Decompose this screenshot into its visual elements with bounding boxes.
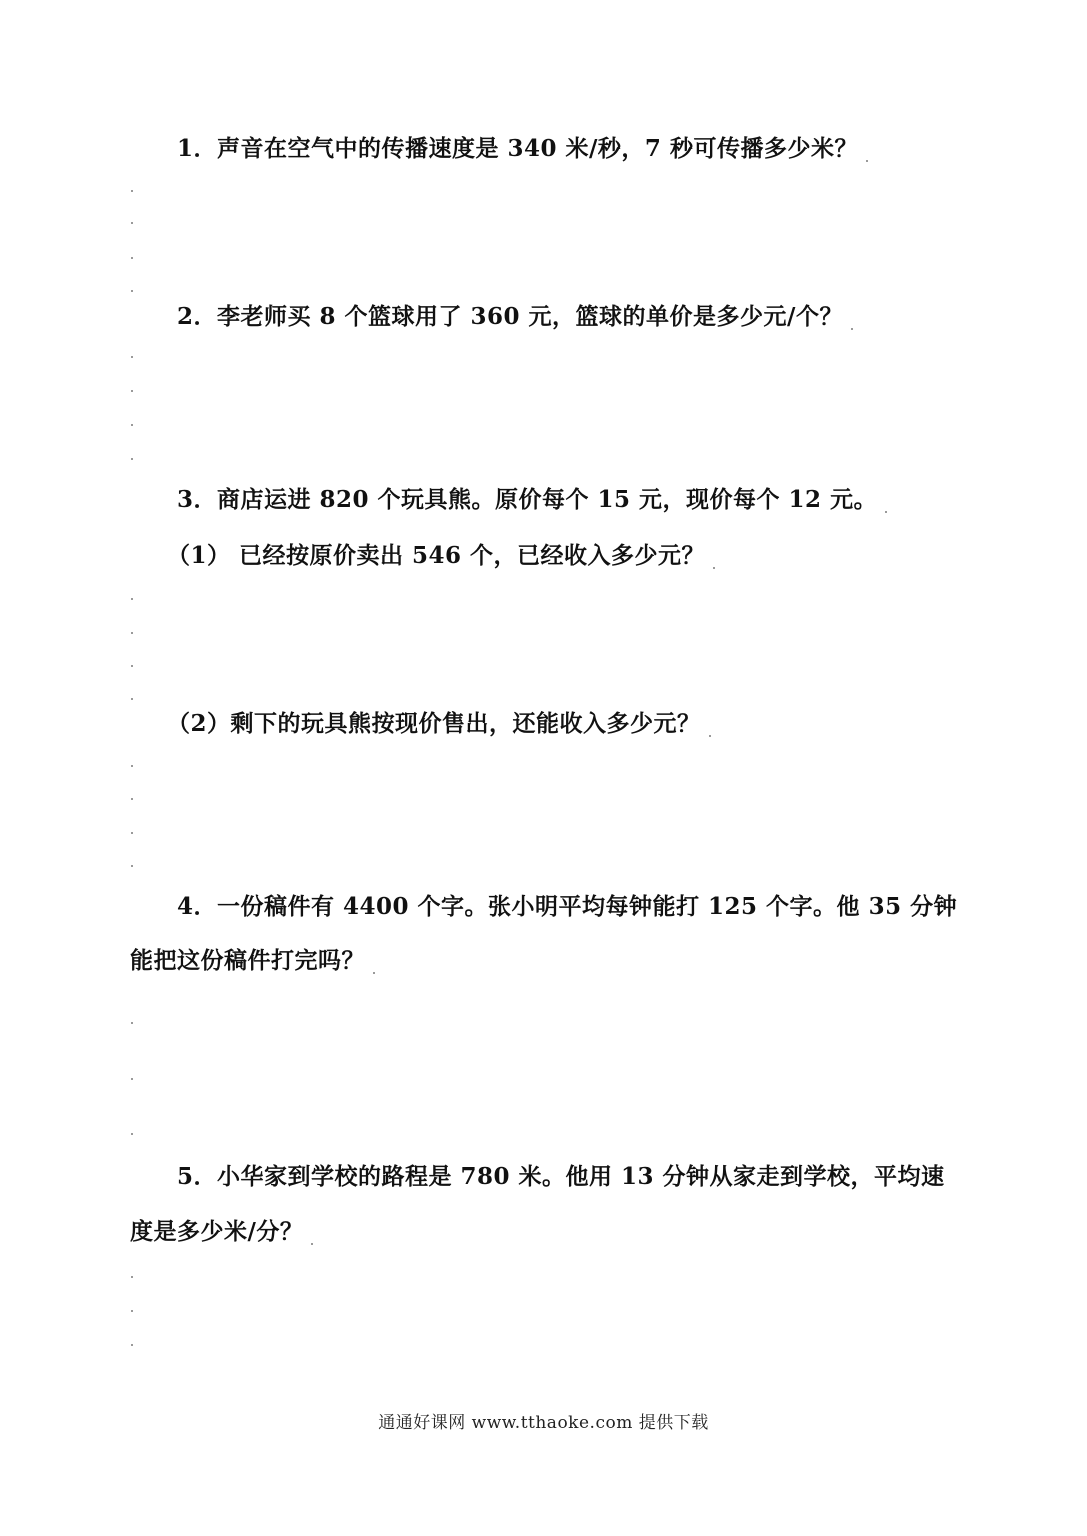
paragraph-mark [131, 257, 133, 259]
paragraph-mark [131, 458, 133, 460]
paragraph-mark [131, 1078, 133, 1080]
question-3-text: 3．商店运进 820 个玩具熊。原价每个 15 元，现价每个 12 元。 [177, 486, 878, 513]
paragraph-mark [131, 222, 133, 224]
question-5-line-1 [177, 1162, 967, 1192]
paragraph-mark [131, 1276, 133, 1278]
paragraph-mark [709, 735, 711, 737]
question-3-part-2-text: （2）剩下的玩具熊按现价售出，还能收入多少元？ [167, 710, 701, 737]
paragraph-mark [131, 698, 133, 700]
paragraph-mark [851, 328, 853, 330]
question-4-text-2: 能把这份稿件打完吗？ [130, 947, 365, 974]
paragraph-mark [131, 356, 133, 358]
paragraph-mark [131, 865, 133, 867]
question-3 [177, 485, 967, 515]
paragraph-mark [131, 1133, 133, 1135]
question-3-part-1 [167, 541, 967, 571]
paragraph-mark [131, 1022, 133, 1024]
paragraph-mark [885, 511, 887, 513]
paragraph-mark [131, 832, 133, 834]
page-footer: 通通好课网 www.tthaoke.com 提供下载 [378, 1413, 709, 1433]
paragraph-mark [131, 798, 133, 800]
question-5-text-1: 5．小华家到学校的路程是 780 米。他用 13 分钟从家走到学校，平均速 [177, 1163, 945, 1190]
paragraph-mark [131, 290, 133, 292]
question-5-text-2: 度是多少米/分？ [130, 1218, 304, 1245]
paragraph-mark [866, 160, 868, 162]
paragraph-mark [131, 598, 133, 600]
paragraph-mark [131, 665, 133, 667]
paragraph-mark [131, 190, 133, 192]
question-3-part-2 [167, 709, 967, 739]
question-4-line-2 [130, 946, 967, 976]
question-5-line-2 [130, 1217, 967, 1247]
question-1-text: 1．声音在空气中的传播速度是 340 米/秒，7 秒可传播多少米？ [177, 135, 858, 162]
paragraph-mark [131, 424, 133, 426]
question-3-part-1-text: （1） 已经按原价卖出 546 个，已经收入多少元？ [167, 542, 706, 569]
question-1 [177, 134, 967, 164]
paragraph-mark [373, 972, 375, 974]
paragraph-mark [131, 632, 133, 634]
paragraph-mark [131, 390, 133, 392]
paragraph-mark [131, 1344, 133, 1346]
paragraph-mark [131, 765, 133, 767]
question-4-text-1: 4．一份稿件有 4400 个字。张小明平均每钟能打 125 个字。他 35 分钟 [177, 893, 958, 920]
question-2-text: 2．李老师买 8 个篮球用了 360 元，篮球的单价是多少元/个？ [177, 303, 843, 330]
paragraph-mark [713, 567, 715, 569]
question-4-line-1 [177, 892, 967, 922]
question-2 [177, 302, 967, 332]
paragraph-mark [131, 1310, 133, 1312]
paragraph-mark [311, 1243, 313, 1245]
